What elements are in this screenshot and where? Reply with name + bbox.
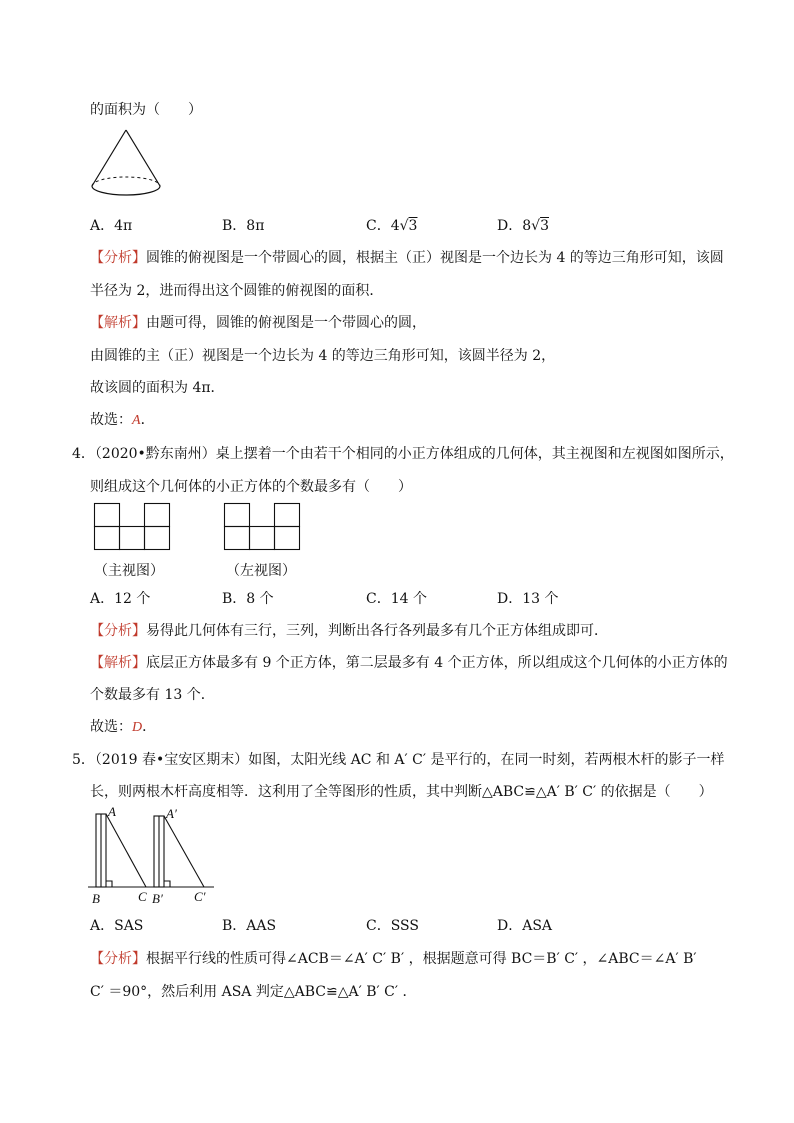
cone-base-front bbox=[92, 186, 160, 195]
label-a: A bbox=[108, 804, 116, 819]
sun-shadow-figure bbox=[86, 806, 216, 906]
right-angle-b2 bbox=[164, 881, 170, 887]
label-c: C bbox=[138, 889, 147, 904]
q3-stem-tail: 的面积为（ ） bbox=[90, 102, 202, 118]
q4-option-b: B．8 个 bbox=[222, 591, 274, 607]
analysis-label: 【分析】 bbox=[90, 951, 146, 967]
q3-analysis-line-2: 半径为 2，进而得出这个圆锥的俯视图的面积． bbox=[90, 283, 384, 299]
q5-option-d: D．ASA bbox=[497, 918, 553, 934]
analysis-label: 【分析】 bbox=[90, 623, 146, 639]
label-b-prime: B′ bbox=[152, 891, 163, 906]
caption-left-view: （左视图） bbox=[226, 563, 296, 579]
q4-solution-line-1: 【解析】底层正方体最多有 9 个正方体，第二层最多有 4 个正方体，所以组成这个几何体的小正方体的 bbox=[90, 655, 728, 671]
label-a-prime: A′ bbox=[166, 806, 177, 821]
q4-option-c: C．14 个 bbox=[366, 591, 427, 607]
q4-answer: 故选：D． bbox=[90, 719, 157, 735]
q3-option-c: C．4√3 bbox=[366, 218, 418, 234]
q5-analysis-line-1: 【分析】根据平行线的性质可得∠ACB＝∠A′ C′ B′ ，根据题意可得 BC＝B′ C′ ，∠ABC＝∠A′ B′ bbox=[90, 951, 697, 967]
q3-option-c-radicand: 3 bbox=[408, 218, 418, 234]
q4-option-a: A．12 个 bbox=[90, 591, 151, 607]
analysis-label: 【分析】 bbox=[90, 250, 146, 266]
sun-ray-ac bbox=[106, 814, 146, 887]
cone-figure bbox=[90, 128, 162, 203]
q5-analysis-line-2: C′ ＝90°，然后利用 ASA 判定△ABC≌△A′ B′ C′ ． bbox=[90, 984, 417, 1000]
q5-option-b: B．AAS bbox=[222, 918, 277, 934]
q3-analysis-line-1: 【分析】圆锥的俯视图是一个带圆心的圆，根据主（正）视图是一个边长为 4 的等边三角形可知，该圆 bbox=[90, 250, 724, 266]
q4-stem-line-2: 则组成这个几何体的小正方体的个数最多有（ ） bbox=[90, 479, 412, 495]
caption-front-view: （主视图） bbox=[94, 563, 164, 579]
q4-option-d: D．13 个 bbox=[497, 591, 559, 607]
label-b: B bbox=[92, 891, 100, 906]
q3-solution-line-2: 由圆锥的主（正）视图是一个边长为 4 的等边三角形可知，该圆半径为 2， bbox=[90, 348, 556, 364]
q4-analysis-line-1: 【分析】易得此几何体有三行，三列，判断出各行各列最多有几个正方体组成即可． bbox=[90, 623, 608, 639]
solution-label: 【解析】 bbox=[90, 315, 146, 331]
cone-right-edge bbox=[126, 130, 160, 186]
left-view-grid bbox=[224, 503, 300, 551]
q3-option-a: A．4π bbox=[90, 218, 133, 234]
q5-stem-line-2: 长，则两根木杆高度相等．这利用了全等图形的性质，其中判断△ABC≌△A′ B′ C′ 的依据是（ ） bbox=[90, 784, 713, 800]
q3-option-d-radicand: 3 bbox=[540, 218, 549, 234]
q5-stem-line-1: 5．（2019 春•宝安区期末）如图，太阳光线 AC 和 A′ C′ 是平行的，在同一时刻，若两根木杆的影子一样 bbox=[72, 752, 725, 768]
q4-solution-line-2: 个数最多有 13 个． bbox=[90, 687, 215, 703]
q3-answer: 故选：A． bbox=[90, 412, 155, 428]
solution-label: 【解析】 bbox=[90, 655, 146, 671]
q3-solution-line-1: 【解析】由题可得，圆锥的俯视图是一个带圆心的圆， bbox=[90, 315, 426, 331]
q3-solution-line-3: 故该圆的面积为 4π． bbox=[90, 380, 225, 396]
label-c-prime: C′ bbox=[194, 889, 206, 904]
q5-option-a: A．SAS bbox=[90, 918, 144, 934]
q3-option-d: D．8√3 bbox=[497, 218, 549, 234]
cone-base-back bbox=[92, 177, 160, 186]
q4-stem-line-1: 4．（2020•黔东南州）桌上摆着一个由若干个相同的小正方体组成的几何体，其主视图和左视图如图所示， bbox=[72, 446, 734, 462]
sun-ray-a2c2 bbox=[164, 816, 204, 887]
q5-option-c: C．SSS bbox=[366, 918, 419, 934]
q3-option-b: B．8π bbox=[222, 218, 265, 234]
front-view-grid bbox=[94, 503, 170, 551]
right-angle-b bbox=[106, 881, 112, 887]
